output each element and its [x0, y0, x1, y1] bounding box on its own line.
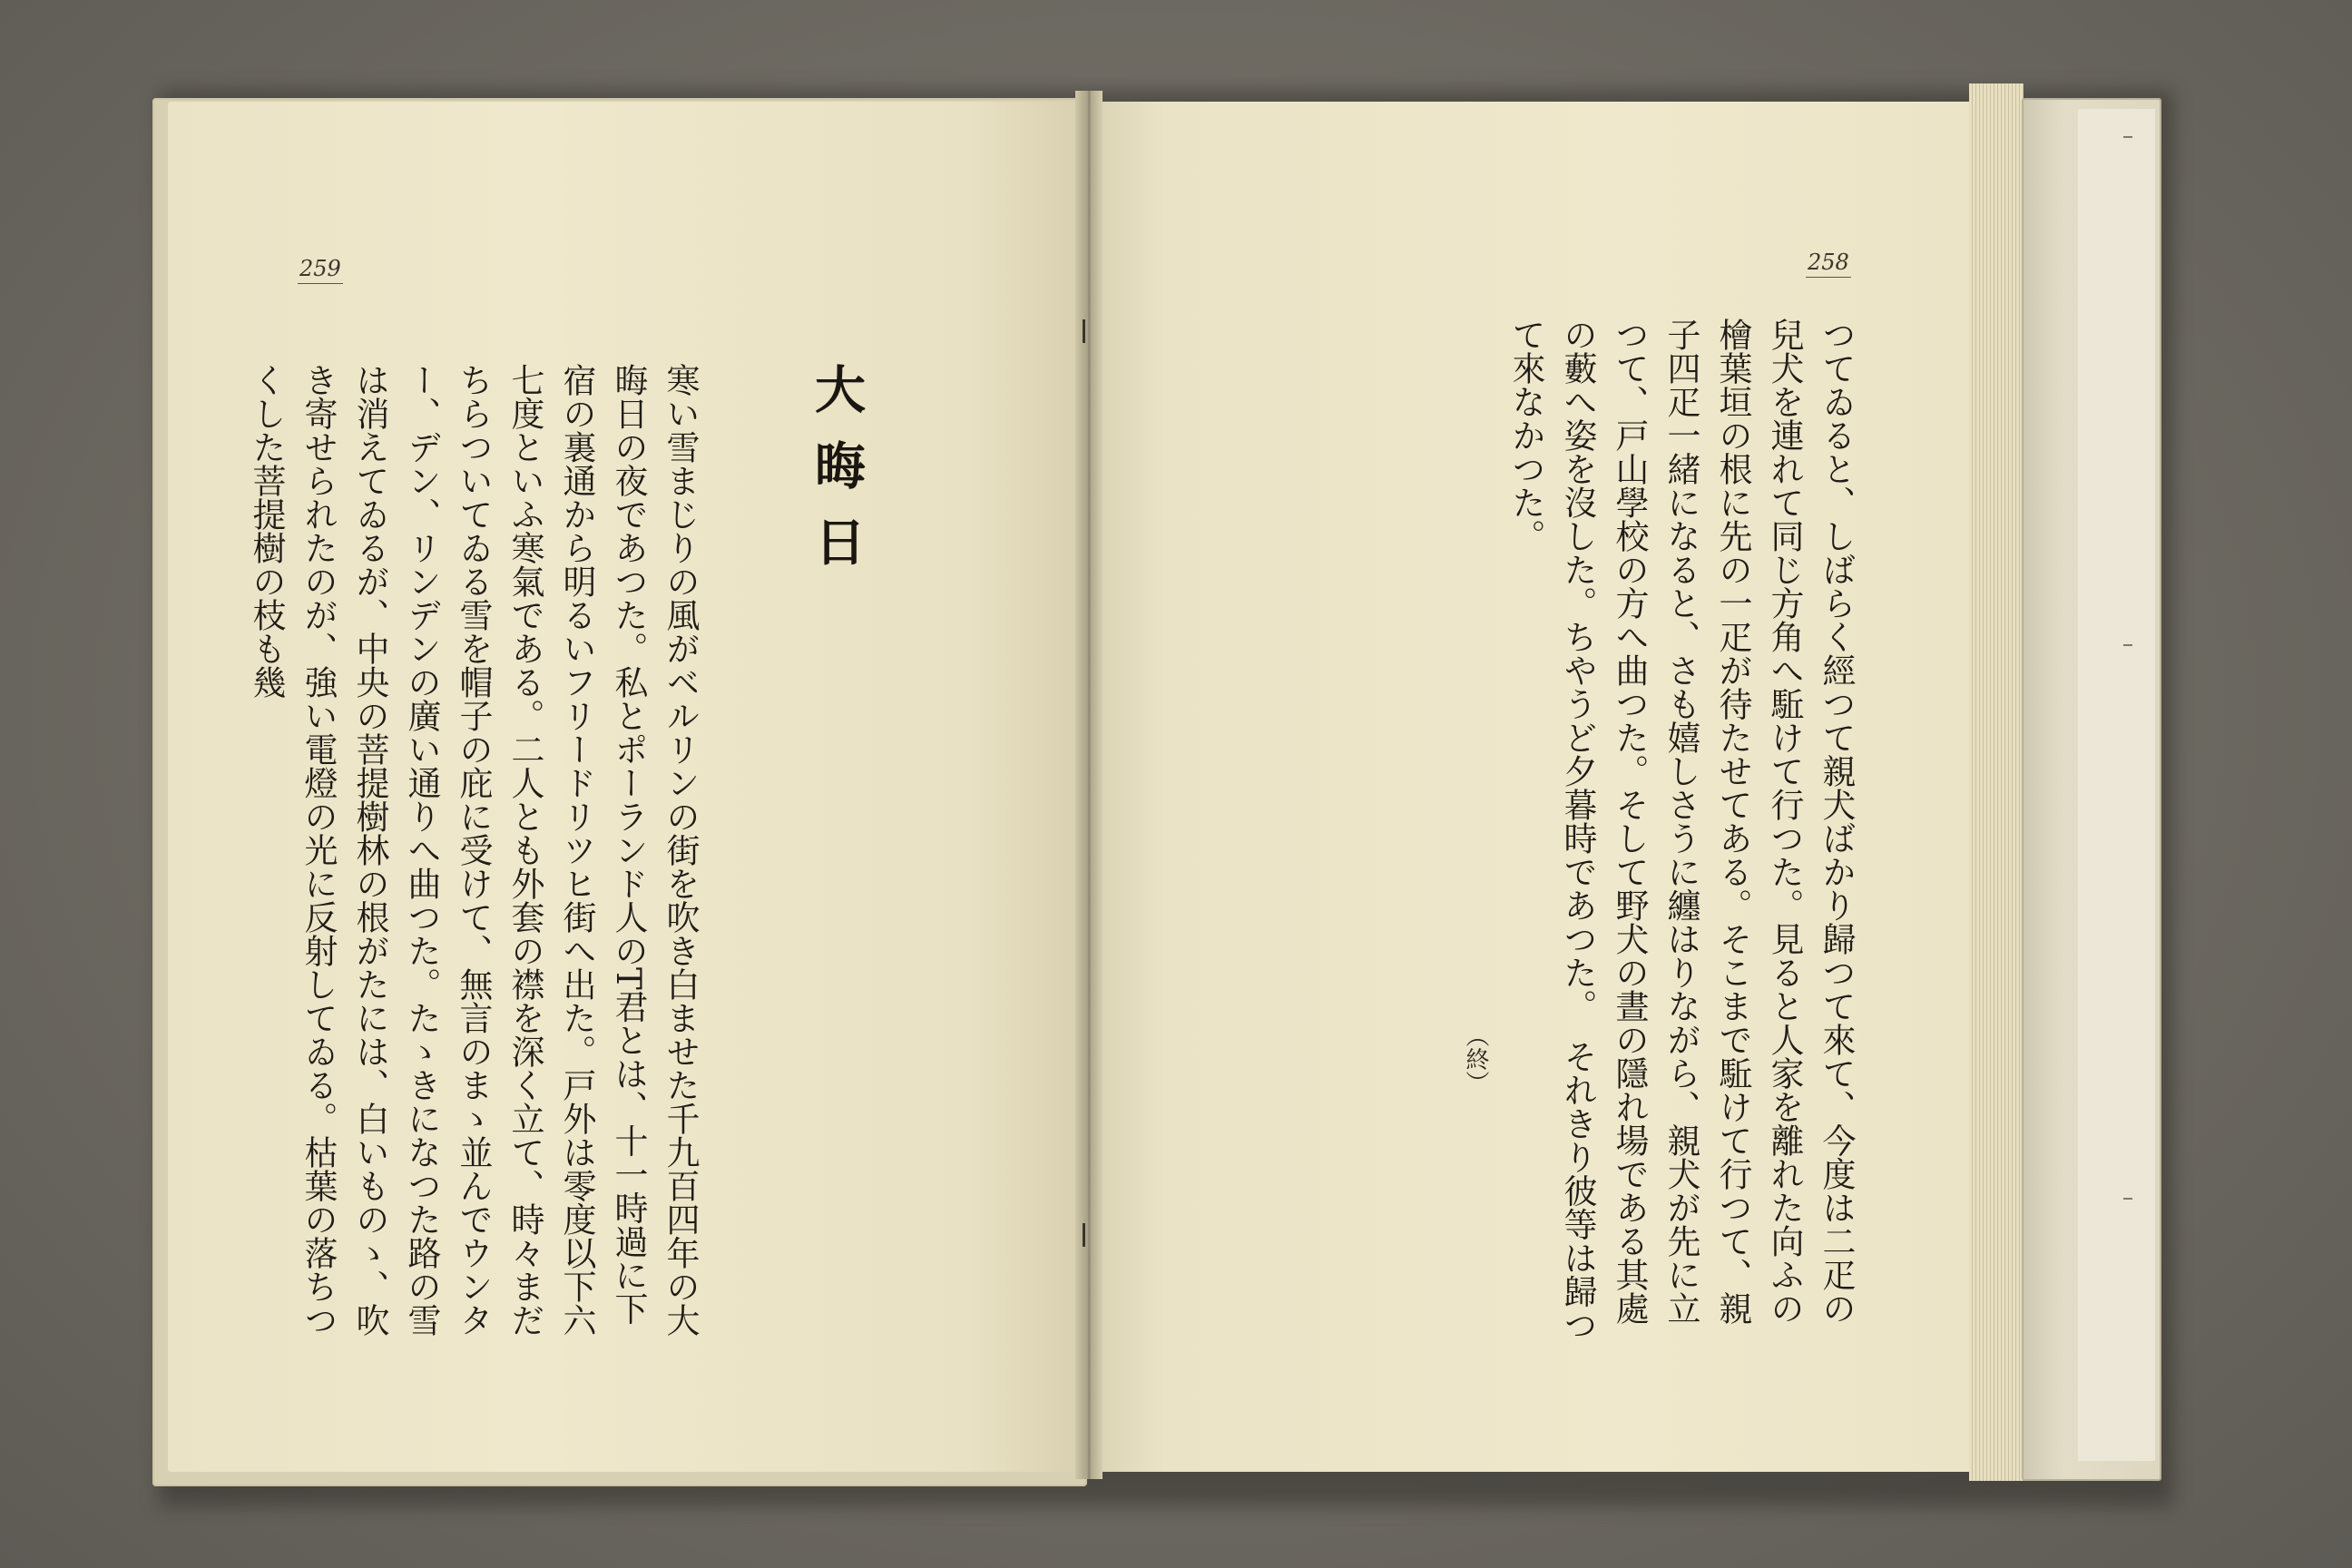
chapter-title: 大晦日	[807, 363, 867, 592]
binding-stitch	[1083, 319, 1085, 343]
page-stack-edges	[1969, 83, 2024, 1481]
end-mark: （終）	[1462, 1024, 1489, 1094]
page-number-right: 258	[1806, 250, 1851, 278]
binding-stitch	[1083, 1223, 1085, 1247]
page-number-left: 259	[298, 256, 343, 284]
cover-edge-marks	[2123, 136, 2132, 1316]
right-page-body-text: つてゐると、しばらく經つて親犬ばかり歸つて來て、今度は二疋の兒犬を連れて同じ方角へ駈けて行つた。見ると人家を離れた向ふの檜葉垣の根に先の一疋が待たせてある。そこまで駈けて行つて、親子四疋一緒になると、さも嬉しさうに纏はりながら、親犬が先に立つて、戸山學校の方へ曲つた。そして野犬の晝の隱れ場である其處の藪へ姿を沒した。ちやうど夕暮時であつた。 それきり彼等は歸つて來なかつた。	[1506, 318, 1856, 1342]
left-page-body-text: 寒い雪まじりの風がベルリンの街を吹き白ませた千九百四年の大晦日の夜であつた。私とポーランド人のT君とは、十一時過に下宿の裏通から明るいフリードリツヒ街へ出た。戸外は零度以下六七度といふ寒氣である。二人とも外套の襟を深く立て、時々まだちらついてゐる雪を帽子の庇に受けて、無言のまゝ並んでウンター、デン、リンデンの廣い通りへ曲つた。たゝきになつた路の雪は消えてゐるが、中央の菩提樹林の根がたには、白いものゝ、吹き寄せられたのが、強い電燈の光に反射してゐる。枯葉の落ちつくした菩提樹の枝も幾	[247, 363, 700, 1337]
back-cover-inner	[2078, 109, 2155, 1461]
book-gutter	[1075, 91, 1102, 1479]
